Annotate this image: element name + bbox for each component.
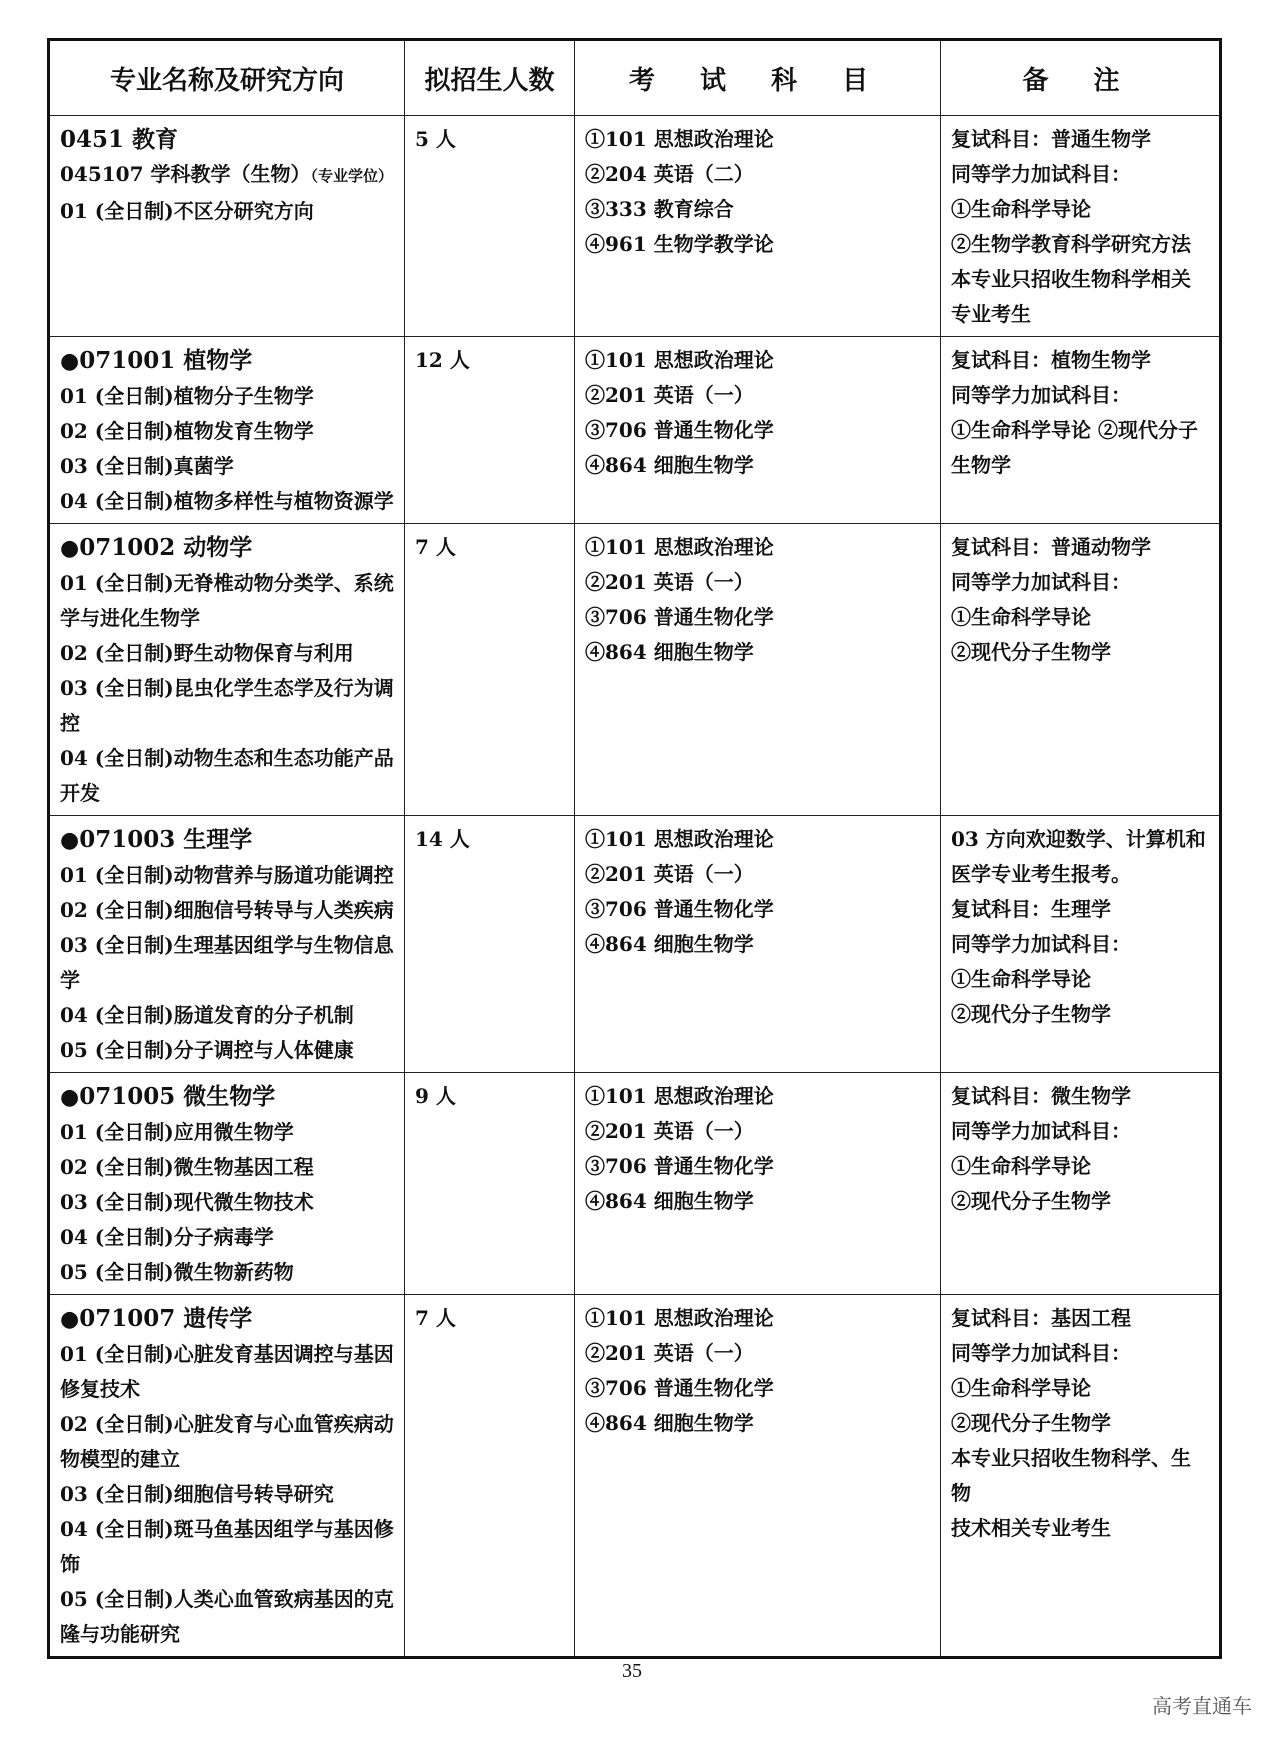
major-cell (49, 1073, 405, 1295)
notes-cell (941, 337, 1221, 524)
exam-subject: ③706 普通生物化学 (585, 897, 774, 921)
research-direction: 物模型的建立 (60, 1447, 180, 1471)
note-line: ②现代分子生物学 (951, 1411, 1111, 1435)
exam-subject: ③333 教育综合 (585, 197, 734, 221)
major-code: 0451 (60, 126, 125, 153)
header-row (49, 40, 1221, 116)
enrollment-count: 12 人 (415, 348, 470, 372)
exam-subject: ①101 思想政治理论 (585, 1084, 774, 1108)
note-line: ②现代分子生物学 (951, 640, 1111, 664)
research-direction: 01 (全日制)动物营养与肠道功能调控 (60, 863, 394, 887)
note-line: 复试科目：微生物学 (951, 1084, 1131, 1108)
major-heading (60, 822, 394, 858)
header-notes: 备 注 (941, 40, 1221, 116)
count-cell (405, 116, 575, 337)
note-line: 03 方向欢迎数学、计算机和 (951, 827, 1206, 851)
page-number: 35 (622, 1660, 642, 1682)
table-row (49, 1073, 1221, 1295)
research-direction: 02 (全日制)植物发育生物学 (60, 419, 314, 443)
major-code: 071003 (79, 826, 176, 853)
major-name: 植物学 (183, 347, 253, 374)
major-name: 遗传学 (183, 1305, 253, 1332)
subjects-cell (575, 337, 941, 524)
major-code: 071007 (79, 1305, 176, 1332)
exam-subject: ②201 英语（一） (585, 862, 754, 886)
note-line: ①生命科学导论 (951, 967, 1091, 991)
enrollment-count: 7 人 (415, 535, 456, 559)
note-line: ①生命科学导论 (951, 197, 1091, 221)
research-direction: 隆与功能研究 (60, 1622, 180, 1646)
research-direction: 04 (全日制)动物生态和生态功能产品 (60, 746, 394, 770)
table-body (49, 116, 1221, 1658)
table-row (49, 1295, 1221, 1658)
major-code: 071005 (79, 1083, 176, 1110)
note-line: ①生命科学导论 (951, 1376, 1091, 1400)
exam-subject: ①101 思想政治理论 (585, 1306, 774, 1330)
note-line: 复试科目：生理学 (951, 897, 1111, 921)
research-direction: 03 (全日制)昆虫化学生态学及行为调 (60, 676, 394, 700)
major-code: 071002 (79, 534, 176, 561)
note-line: ①生命科学导论 ②现代分子 (951, 418, 1198, 442)
major-name: 生理学 (183, 826, 253, 853)
research-direction: 控 (60, 711, 80, 735)
research-direction: 01 (全日制)植物分子生物学 (60, 384, 314, 408)
header-count: 拟招生人数 (405, 40, 575, 116)
bullet-dot-icon: ● (60, 1306, 80, 1332)
major-heading (60, 122, 394, 157)
research-direction: 04 (全日制)分子病毒学 (60, 1225, 274, 1249)
note-line: ①生命科学导论 (951, 605, 1091, 629)
exam-subject: ①101 思想政治理论 (585, 348, 774, 372)
notes-cell (941, 524, 1221, 816)
note-line: 同等学力加试科目： (951, 570, 1131, 594)
note-line: 同等学力加试科目： (951, 162, 1131, 186)
exam-subject: ④864 细胞生物学 (585, 1411, 754, 1435)
major-name: 教育 (132, 126, 179, 153)
enrollment-count: 7 人 (415, 1306, 456, 1330)
subjects-cell (575, 1073, 941, 1295)
header-subjects: 考 试 科 目 (575, 40, 941, 116)
exam-subject: ②201 英语（一） (585, 1341, 754, 1365)
note-line: ②现代分子生物学 (951, 1002, 1111, 1026)
research-direction: 04 (全日制)肠道发育的分子机制 (60, 1003, 354, 1027)
major-code: 071001 (79, 347, 176, 374)
research-direction: 02 (全日制)微生物基因工程 (60, 1155, 314, 1179)
research-direction: 03 (全日制)现代微生物技术 (60, 1190, 314, 1214)
count-cell (405, 1295, 575, 1658)
research-direction: 01 (全日制)无脊椎动物分类学、系统 (60, 571, 394, 595)
exam-subject: ③706 普通生物化学 (585, 605, 774, 629)
exam-subject: ④864 细胞生物学 (585, 640, 754, 664)
enrollment-count: 14 人 (415, 827, 470, 851)
note-line: 同等学力加试科目： (951, 383, 1131, 407)
research-direction: 03 (全日制)细胞信号转导研究 (60, 1482, 334, 1506)
research-direction: 01 (全日制)应用微生物学 (60, 1120, 294, 1144)
note-line: 复试科目：普通生物学 (951, 127, 1151, 151)
header-major: 专业名称及研究方向 (49, 40, 405, 116)
note-line: 专业考生 (951, 302, 1031, 326)
subjects-cell (575, 816, 941, 1073)
research-direction: 02 (全日制)细胞信号转导与人类疾病 (60, 898, 394, 922)
count-cell (405, 1073, 575, 1295)
research-direction: 01 (全日制)心脏发育基因调控与基因 (60, 1342, 394, 1366)
subjects-cell (575, 116, 941, 337)
bullet-dot-icon: ● (60, 348, 80, 374)
exam-subject: ③706 普通生物化学 (585, 1154, 774, 1178)
exam-subject: ④864 细胞生物学 (585, 1189, 754, 1213)
major-heading (60, 530, 394, 566)
count-cell (405, 816, 575, 1073)
sub-major-code: 045107 (60, 162, 144, 186)
enrollment-count: 5 人 (415, 127, 456, 151)
bullet-dot-icon: ● (60, 827, 80, 853)
research-direction: 05 (全日制)分子调控与人体健康 (60, 1038, 354, 1062)
exam-subject: ④864 细胞生物学 (585, 932, 754, 956)
bullet-dot-icon: ● (60, 1084, 80, 1110)
notes-cell (941, 1295, 1221, 1658)
table-row (49, 337, 1221, 524)
major-heading (60, 1301, 394, 1337)
research-direction: 03 (全日制)生理基因组学与生物信息 (60, 933, 394, 957)
count-cell (405, 524, 575, 816)
count-cell (405, 337, 575, 524)
notes-cell (941, 1073, 1221, 1295)
notes-cell (941, 116, 1221, 337)
note-line: 医学专业考生报考。 (951, 862, 1131, 886)
sub-major (60, 157, 394, 194)
research-direction: 学与进化生物学 (60, 606, 200, 630)
research-direction: 开发 (60, 781, 100, 805)
note-line: ②生物学教育科学研究方法 (951, 232, 1191, 256)
research-direction: 05 (全日制)微生物新药物 (60, 1260, 294, 1284)
table-header (49, 40, 1221, 116)
exam-subject: ②201 英语（一） (585, 570, 754, 594)
watermark: 高考直通车 (1152, 1694, 1252, 1718)
sub-major-note: （专业学位） (310, 167, 393, 185)
research-direction: 03 (全日制)真菌学 (60, 454, 234, 478)
major-cell (49, 524, 405, 816)
note-line: ①生命科学导论 (951, 1154, 1091, 1178)
notes-cell (941, 816, 1221, 1073)
note-line: 复试科目：普通动物学 (951, 535, 1151, 559)
note-line: 复试科目：基因工程 (951, 1306, 1131, 1330)
major-name: 动物学 (183, 534, 253, 561)
note-line: 本专业只招收生物科学、生物 (951, 1446, 1191, 1505)
table-row (49, 816, 1221, 1073)
exam-subject: ①101 思想政治理论 (585, 127, 774, 151)
research-direction: 饰 (60, 1552, 80, 1576)
exam-subject: ④864 细胞生物学 (585, 453, 754, 477)
exam-subject: ②201 英语（一） (585, 383, 754, 407)
exam-subject: ④961 生物学教学论 (585, 232, 774, 256)
enrollment-count: 9 人 (415, 1084, 456, 1108)
exam-subject: ①101 思想政治理论 (585, 535, 774, 559)
research-direction: 02 (全日制)野生动物保育与利用 (60, 641, 354, 665)
research-direction: 修复技术 (60, 1377, 140, 1401)
research-direction: 04 (全日制)植物多样性与植物资源学 (60, 489, 394, 513)
note-line: 复试科目：植物生物学 (951, 348, 1151, 372)
note-line: 同等学力加试科目： (951, 1119, 1131, 1143)
research-direction: 05 (全日制)人类心血管致病基因的克 (60, 1587, 394, 1611)
research-direction: 02 (全日制)心脏发育与心血管疾病动 (60, 1412, 394, 1436)
sub-major-name: 学科教学（生物） (150, 162, 311, 186)
admissions-table (47, 38, 1222, 1659)
table-row (49, 116, 1221, 337)
major-name: 微生物学 (183, 1083, 276, 1110)
note-line: ②现代分子生物学 (951, 1189, 1111, 1213)
major-heading (60, 343, 394, 379)
major-cell (49, 1295, 405, 1658)
major-cell (49, 116, 405, 337)
exam-subject: ②201 英语（一） (585, 1119, 754, 1143)
subjects-cell (575, 1295, 941, 1658)
major-heading (60, 1079, 394, 1115)
note-line: 同等学力加试科目： (951, 1341, 1131, 1365)
table-row (49, 524, 1221, 816)
exam-subject: ②204 英语（二） (585, 162, 754, 186)
note-line: 本专业只招收生物科学相关 (951, 267, 1191, 291)
bullet-dot-icon: ● (60, 535, 80, 561)
exam-subject: ①101 思想政治理论 (585, 827, 774, 851)
exam-subject: ③706 普通生物化学 (585, 418, 774, 442)
note-line: 生物学 (951, 453, 1011, 477)
research-direction: 学 (60, 968, 80, 992)
research-direction: 04 (全日制)斑马鱼基因组学与基因修 (60, 1517, 394, 1541)
research-direction: 01 (全日制)不区分研究方向 (60, 199, 314, 223)
note-line: 同等学力加试科目： (951, 932, 1131, 956)
note-line: 技术相关专业考生 (951, 1516, 1111, 1540)
major-cell (49, 816, 405, 1073)
subjects-cell (575, 524, 941, 816)
exam-subject: ③706 普通生物化学 (585, 1376, 774, 1400)
major-cell (49, 337, 405, 524)
